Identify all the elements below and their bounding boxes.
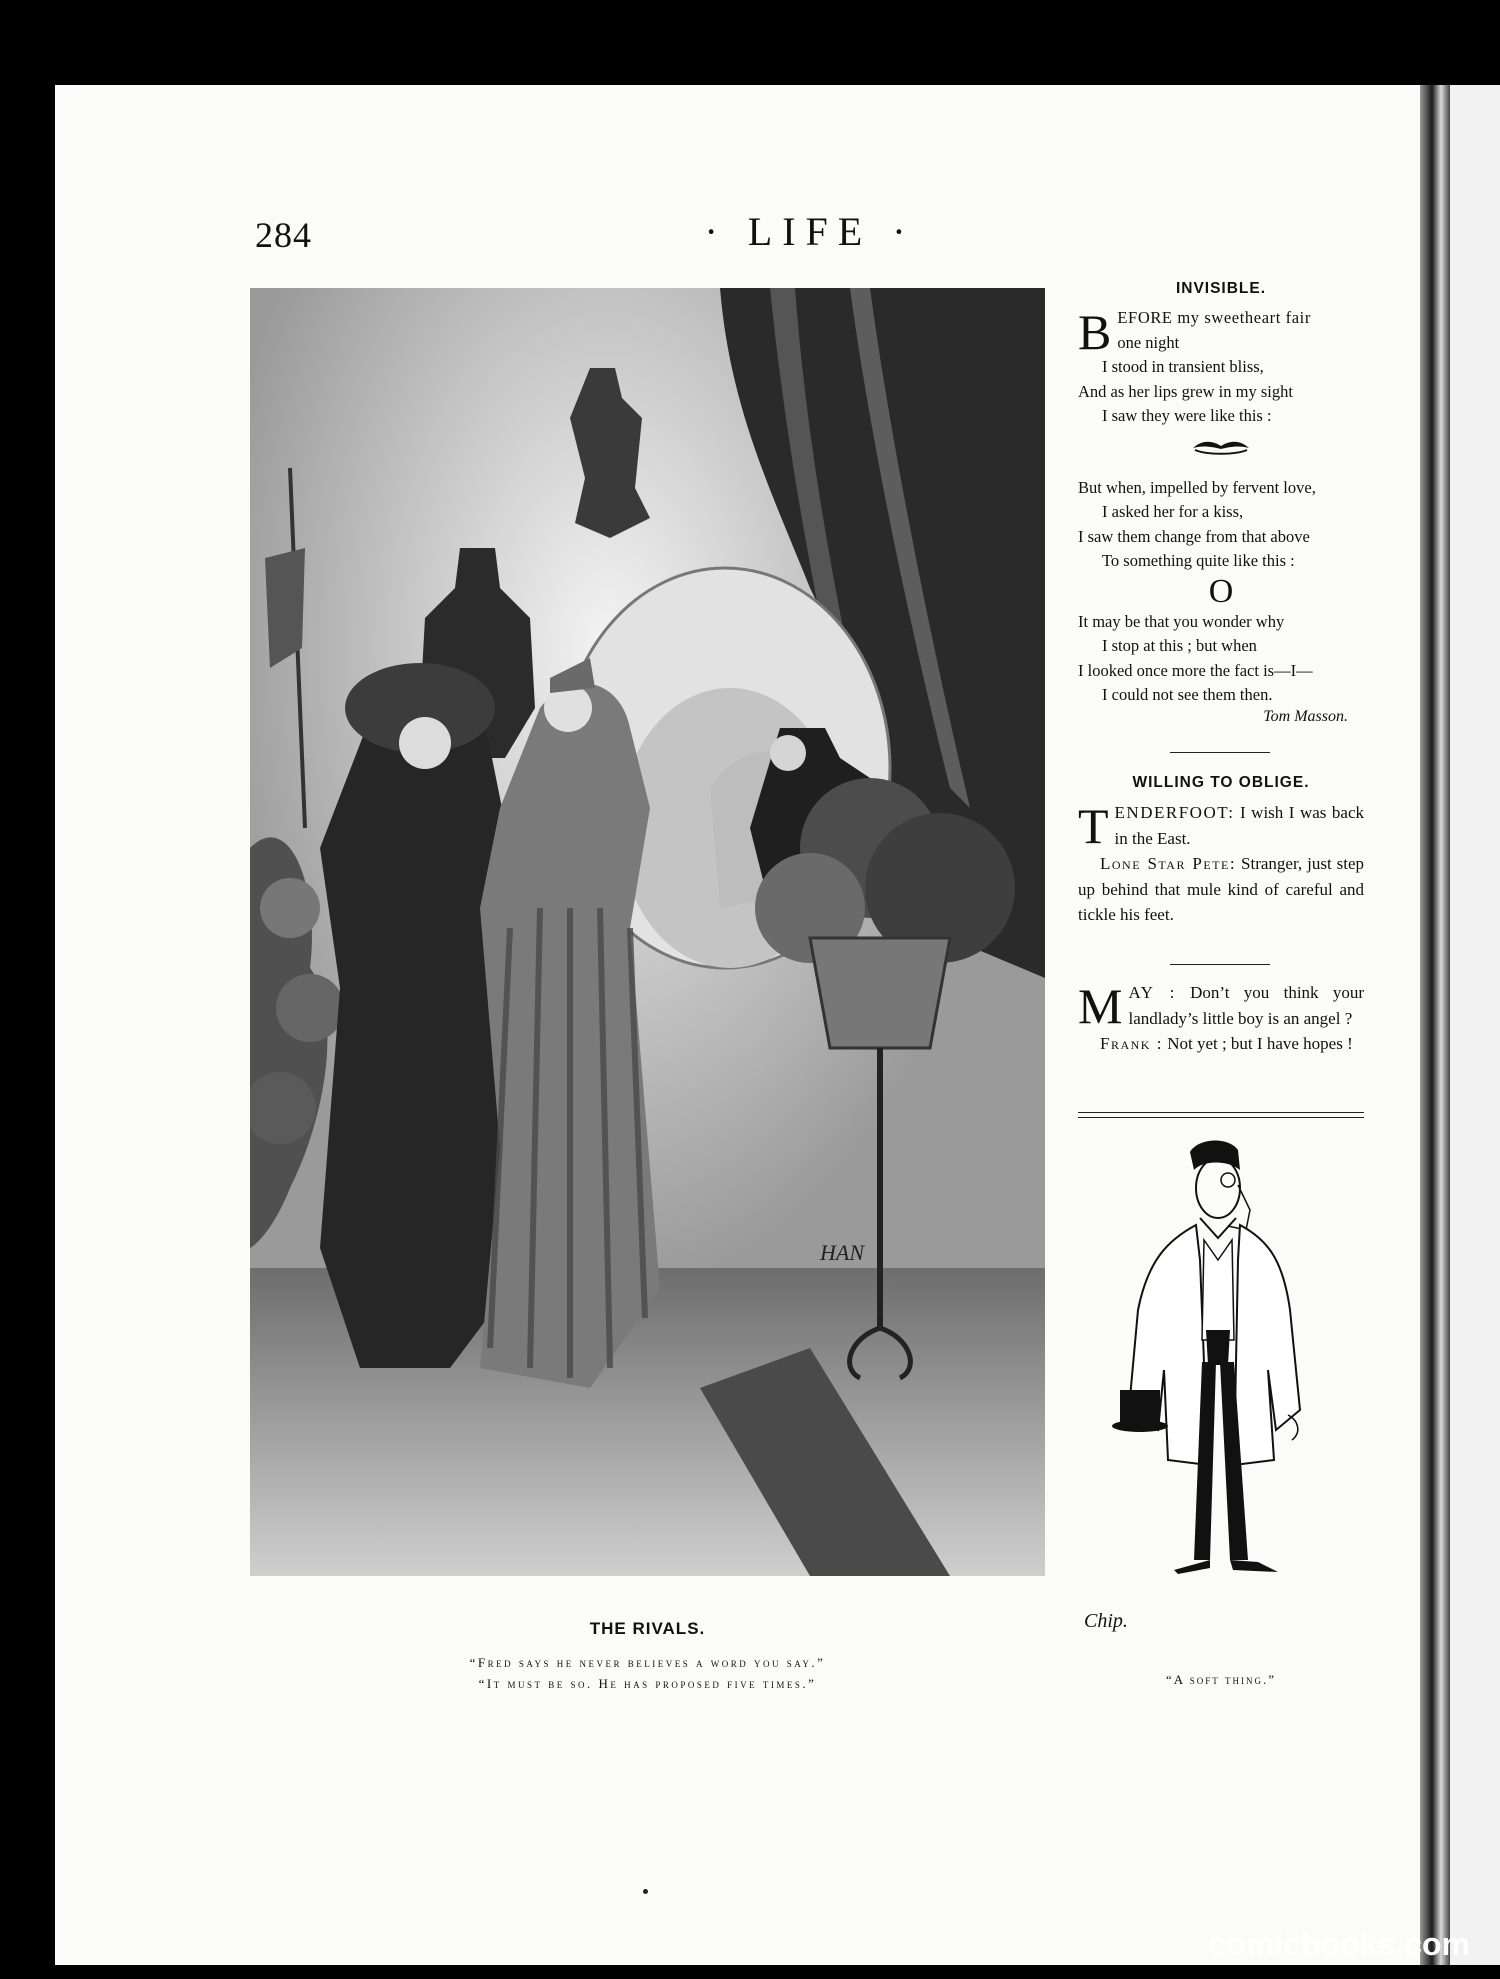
dialogue-line: Not yet ; but I have hopes ! [1162, 1034, 1353, 1053]
illustration-signature: HAN [820, 1240, 864, 1265]
double-rule-top [1078, 1112, 1364, 1113]
poem-line: I stood in transient bliss, [1102, 357, 1264, 376]
section-divider [1170, 964, 1270, 965]
may-frank-section [1078, 980, 1364, 1057]
page-number: 284 [255, 215, 312, 255]
poem-line: To something quite like this : [1102, 551, 1295, 570]
poem-line: I looked once more the fact is—I— [1078, 660, 1313, 680]
cartoon-caption: “A soft thing.” [1166, 1672, 1276, 1687]
illustration-caption-line-1: “Fred says he never believes a word you say.” [469, 1655, 826, 1670]
dialogue-line: I wish I was back in the East. [1114, 803, 1364, 848]
double-rule-bottom [1078, 1117, 1364, 1118]
page-dot [643, 1889, 648, 1894]
book-spine [1420, 85, 1450, 1965]
dialogue-line: Stranger, just step up behind that mule kind of careful and tickle his feet. [1078, 854, 1364, 924]
masthead: · LIFE · [704, 209, 916, 254]
drop-cap: B [1078, 304, 1112, 360]
kiss-o-glyph: O [1208, 572, 1234, 610]
poem-line: one night [1117, 332, 1180, 352]
poem-line: I asked her for a kiss, [1102, 502, 1244, 521]
illustration-caption-line-2: “It must be so. He has proposed five times.” [478, 1676, 817, 1691]
poem-author: Tom Masson. [1263, 707, 1348, 725]
poem-line: I stop at this ; but when [1102, 636, 1257, 655]
watermark: comicbooks.com [1208, 1926, 1470, 1962]
poem-line: EFORE my sweetheart fair [1117, 308, 1311, 327]
drop-cap: M [1078, 978, 1123, 1034]
poem-line: I saw them change from that above [1078, 526, 1310, 546]
rivals-illustration [250, 288, 1045, 1576]
poem-line: It may be that you wonder why [1078, 611, 1285, 631]
soft-thing-cartoon [1078, 1130, 1364, 1660]
section-title: WILLING TO OBLIGE. [1132, 774, 1310, 791]
section-divider [1170, 752, 1270, 753]
poem-line: I could not see them then. [1102, 685, 1273, 704]
speaker-name: AY : [1128, 983, 1176, 1002]
poem-line: But when, impelled by fervent love, [1078, 477, 1316, 497]
poem-line: I saw they were like this : [1102, 406, 1272, 425]
poem-line: And as her lips grew in my sight [1078, 381, 1293, 401]
poem-title: INVISIBLE. [1175, 280, 1267, 297]
speaker-name: ENDERFOOT: [1114, 803, 1235, 822]
dialogue-line: Don’t you think your landlady’s little boy is an angel ? [1128, 983, 1364, 1028]
facing-page-edge [1450, 85, 1500, 1965]
willing-to-oblige-section [1078, 774, 1364, 928]
cartoon-signature: Chip. [1084, 1610, 1128, 1632]
poem-invisible [1078, 280, 1364, 726]
lips-ornament [1078, 439, 1364, 462]
illustration-title: THE RIVALS. [589, 1619, 706, 1638]
speaker-name: Lone Star Pete: [1100, 854, 1237, 873]
speaker-name: Frank : [1100, 1034, 1163, 1053]
drop-cap: T [1078, 798, 1109, 854]
